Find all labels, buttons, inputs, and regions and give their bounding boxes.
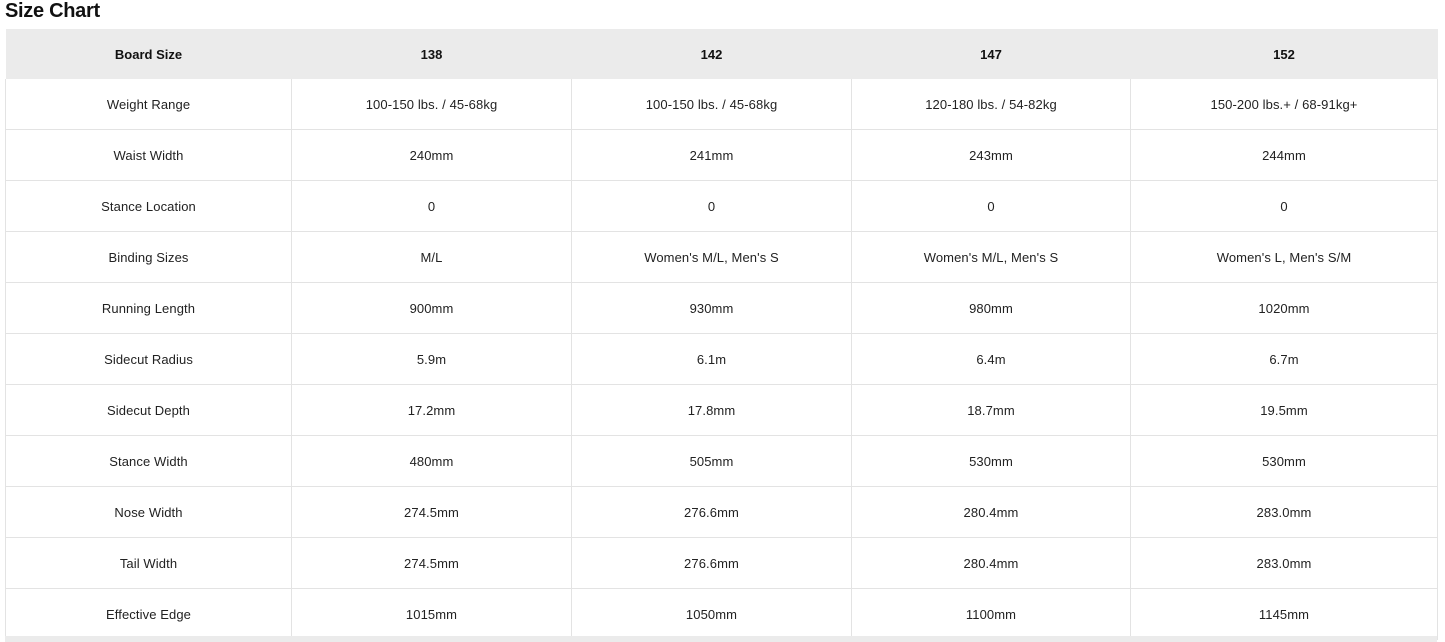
table-cell: Women's L, Men's S/M: [1131, 232, 1438, 283]
table-cell: 0: [852, 181, 1131, 232]
table-row: [6, 130, 1438, 181]
table-cell: 283.0mm: [1131, 538, 1438, 589]
table-cell: 243mm: [852, 130, 1131, 181]
table-cell: 1020mm: [1131, 283, 1438, 334]
row-label: Effective Edge: [6, 589, 292, 640]
table-cell: 19.5mm: [1131, 385, 1438, 436]
table-row: [6, 436, 1438, 487]
table-cell: 18.7mm: [852, 385, 1131, 436]
table-cell: 241mm: [572, 130, 852, 181]
table-row: [6, 385, 1438, 436]
table-cell: 120-180 lbs. / 54-82kg: [852, 79, 1131, 130]
table-cell: 5.9m: [292, 334, 572, 385]
table-cell: 900mm: [292, 283, 572, 334]
size-chart-title: Size Chart: [5, 0, 100, 22]
table-cell: 0: [292, 181, 572, 232]
table-cell: 17.2mm: [292, 385, 572, 436]
table-cell: 930mm: [572, 283, 852, 334]
header-board-size: Board Size: [6, 29, 292, 79]
row-label: Binding Sizes: [6, 232, 292, 283]
table-row: [6, 181, 1438, 232]
table-row: [6, 589, 1438, 640]
table-cell: 480mm: [292, 436, 572, 487]
table-cell: 274.5mm: [292, 538, 572, 589]
table-cell: 100-150 lbs. / 45-68kg: [572, 79, 852, 130]
table-bottom-strip: [5, 636, 1437, 642]
table-cell: 505mm: [572, 436, 852, 487]
header-size-142: 142: [572, 29, 852, 79]
table-row: [6, 334, 1438, 385]
size-chart-table: [5, 29, 1438, 640]
table-row: [6, 283, 1438, 334]
header-row: [6, 29, 1438, 79]
table-cell: Women's M/L, Men's S: [572, 232, 852, 283]
table-cell: 276.6mm: [572, 487, 852, 538]
table-cell: 0: [1131, 181, 1438, 232]
table-cell: 1145mm: [1131, 589, 1438, 640]
table-cell: 283.0mm: [1131, 487, 1438, 538]
table-row: [6, 232, 1438, 283]
header-size-152: 152: [1131, 29, 1438, 79]
table-cell: 0: [572, 181, 852, 232]
row-label: Sidecut Radius: [6, 334, 292, 385]
row-label: Stance Location: [6, 181, 292, 232]
row-label: Waist Width: [6, 130, 292, 181]
table-cell: 100-150 lbs. / 45-68kg: [292, 79, 572, 130]
row-label: Stance Width: [6, 436, 292, 487]
row-label: Weight Range: [6, 79, 292, 130]
table-cell: 240mm: [292, 130, 572, 181]
row-label: Sidecut Depth: [6, 385, 292, 436]
table-cell: 1015mm: [292, 589, 572, 640]
table-cell: 6.1m: [572, 334, 852, 385]
table-cell: 244mm: [1131, 130, 1438, 181]
table-cell: 530mm: [1131, 436, 1438, 487]
table-cell: 1050mm: [572, 589, 852, 640]
row-label: Tail Width: [6, 538, 292, 589]
table-cell: M/L: [292, 232, 572, 283]
table-row: [6, 487, 1438, 538]
table-cell: 274.5mm: [292, 487, 572, 538]
table-cell: 17.8mm: [572, 385, 852, 436]
table-cell: 530mm: [852, 436, 1131, 487]
table-cell: 1100mm: [852, 589, 1131, 640]
table-row: [6, 79, 1438, 130]
table-cell: 980mm: [852, 283, 1131, 334]
table-cell: 150-200 lbs.+ / 68-91kg+: [1131, 79, 1438, 130]
table-cell: 6.4m: [852, 334, 1131, 385]
table-cell: 280.4mm: [852, 538, 1131, 589]
row-label: Nose Width: [6, 487, 292, 538]
table-cell: 6.7m: [1131, 334, 1438, 385]
table-cell: 280.4mm: [852, 487, 1131, 538]
row-label: Running Length: [6, 283, 292, 334]
table-cell: Women's M/L, Men's S: [852, 232, 1131, 283]
table-row: [6, 538, 1438, 589]
header-size-147: 147: [852, 29, 1131, 79]
table-cell: 276.6mm: [572, 538, 852, 589]
header-size-138: 138: [292, 29, 572, 79]
